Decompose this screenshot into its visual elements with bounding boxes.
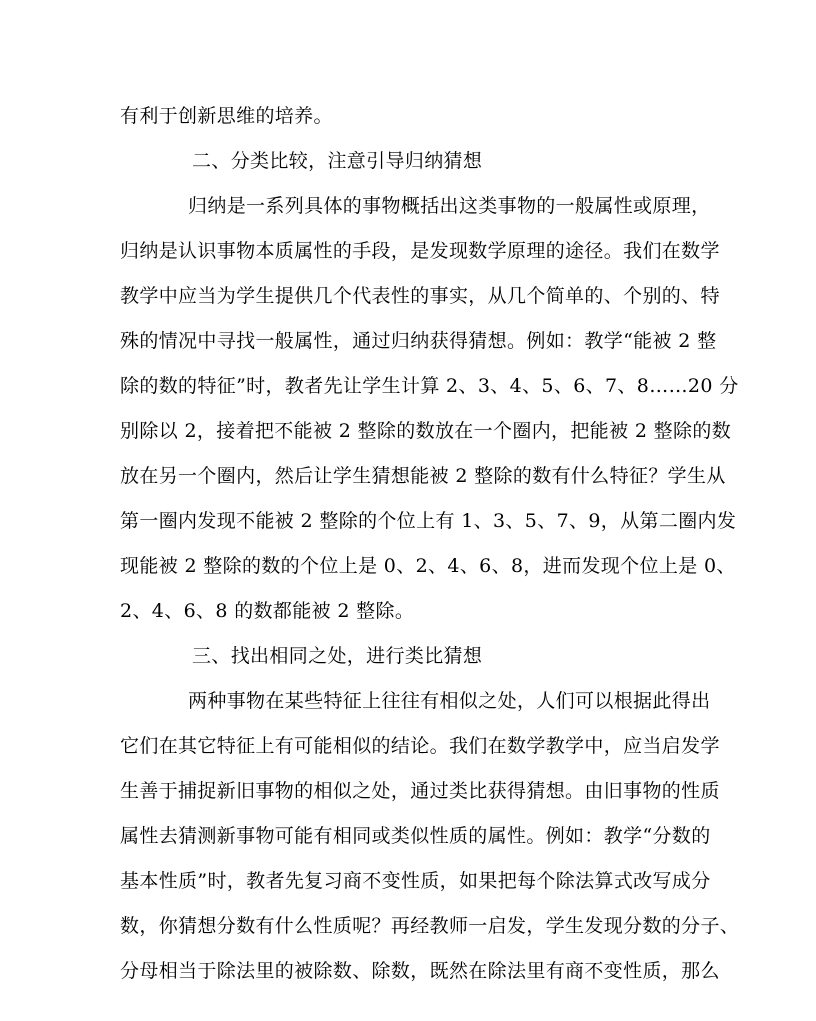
paragraph-line: 放在另一个圈内，然后让学生猜想能被 2 整除的数有什么特征？学生从	[120, 465, 726, 487]
paragraph-line: 有利于创新思维的培养。	[120, 105, 333, 127]
paragraph-line: 现能被 2 整除的数的个位上是 0、2、4、6、8，进而发现个位上是 0、	[120, 555, 736, 577]
section-heading-2: 二、分类比较，注意引导归纳猜想	[192, 150, 483, 172]
section-heading-3: 三、找出相同之处，进行类比猜想	[192, 645, 483, 667]
paragraph-line: 别除以 2，接着把不能被 2 整除的数放在一个圈内，把能被 2 整除的数	[120, 420, 732, 442]
paragraph-line: 分母相当于除法里的被除数、除数，既然在除法里有商不变性质，那么	[120, 960, 720, 982]
paragraph-line: 殊的情况中寻找一般属性，通过归纳获得猜想。例如：教学“能被 2 整	[120, 330, 717, 352]
paragraph-line: 基本性质”时，教者先复习商不变性质，如果把每个除法算式改写成分	[120, 870, 711, 892]
paragraph-line: 两种事物在某些特征上往往有相似之处，人们可以根据此得出	[188, 690, 711, 712]
paragraph-line: 第一圈内发现不能被 2 整除的个位上有 1、3、5、7、9，从第二圈内发	[120, 510, 737, 532]
paragraph-line: 归纳是一系列具体的事物概括出这类事物的一般属性或原理，	[188, 195, 711, 217]
paragraph-line: 归纳是认识事物本质属性的手段，是发现数学原理的途径。我们在数学	[120, 240, 720, 262]
paragraph-line: 2、4、6、8 的数都能被 2 整除。	[120, 600, 415, 622]
paragraph-line: 除的数的特征”时，教者先让学生计算 2、3、4、5、6、7、8……20 分	[120, 375, 739, 397]
paragraph-line: 属性去猜测新事物可能有相同或类似性质的属性。例如：教学“分数的	[120, 825, 711, 847]
paragraph-line: 生善于捕捉新旧事物的相似之处，通过类比获得猜想。由旧事物的性质	[120, 780, 720, 802]
paragraph-line: 它们在其它特征上有可能相似的结论。我们在数学教学中，应当启发学	[120, 735, 720, 757]
paragraph-line: 教学中应当为学生提供几个代表性的事实，从几个简单的、个别的、特	[120, 285, 720, 307]
paragraph-line: 数，你猜想分数有什么性质呢？再经教师一启发，学生发现分数的分子、	[120, 915, 740, 937]
